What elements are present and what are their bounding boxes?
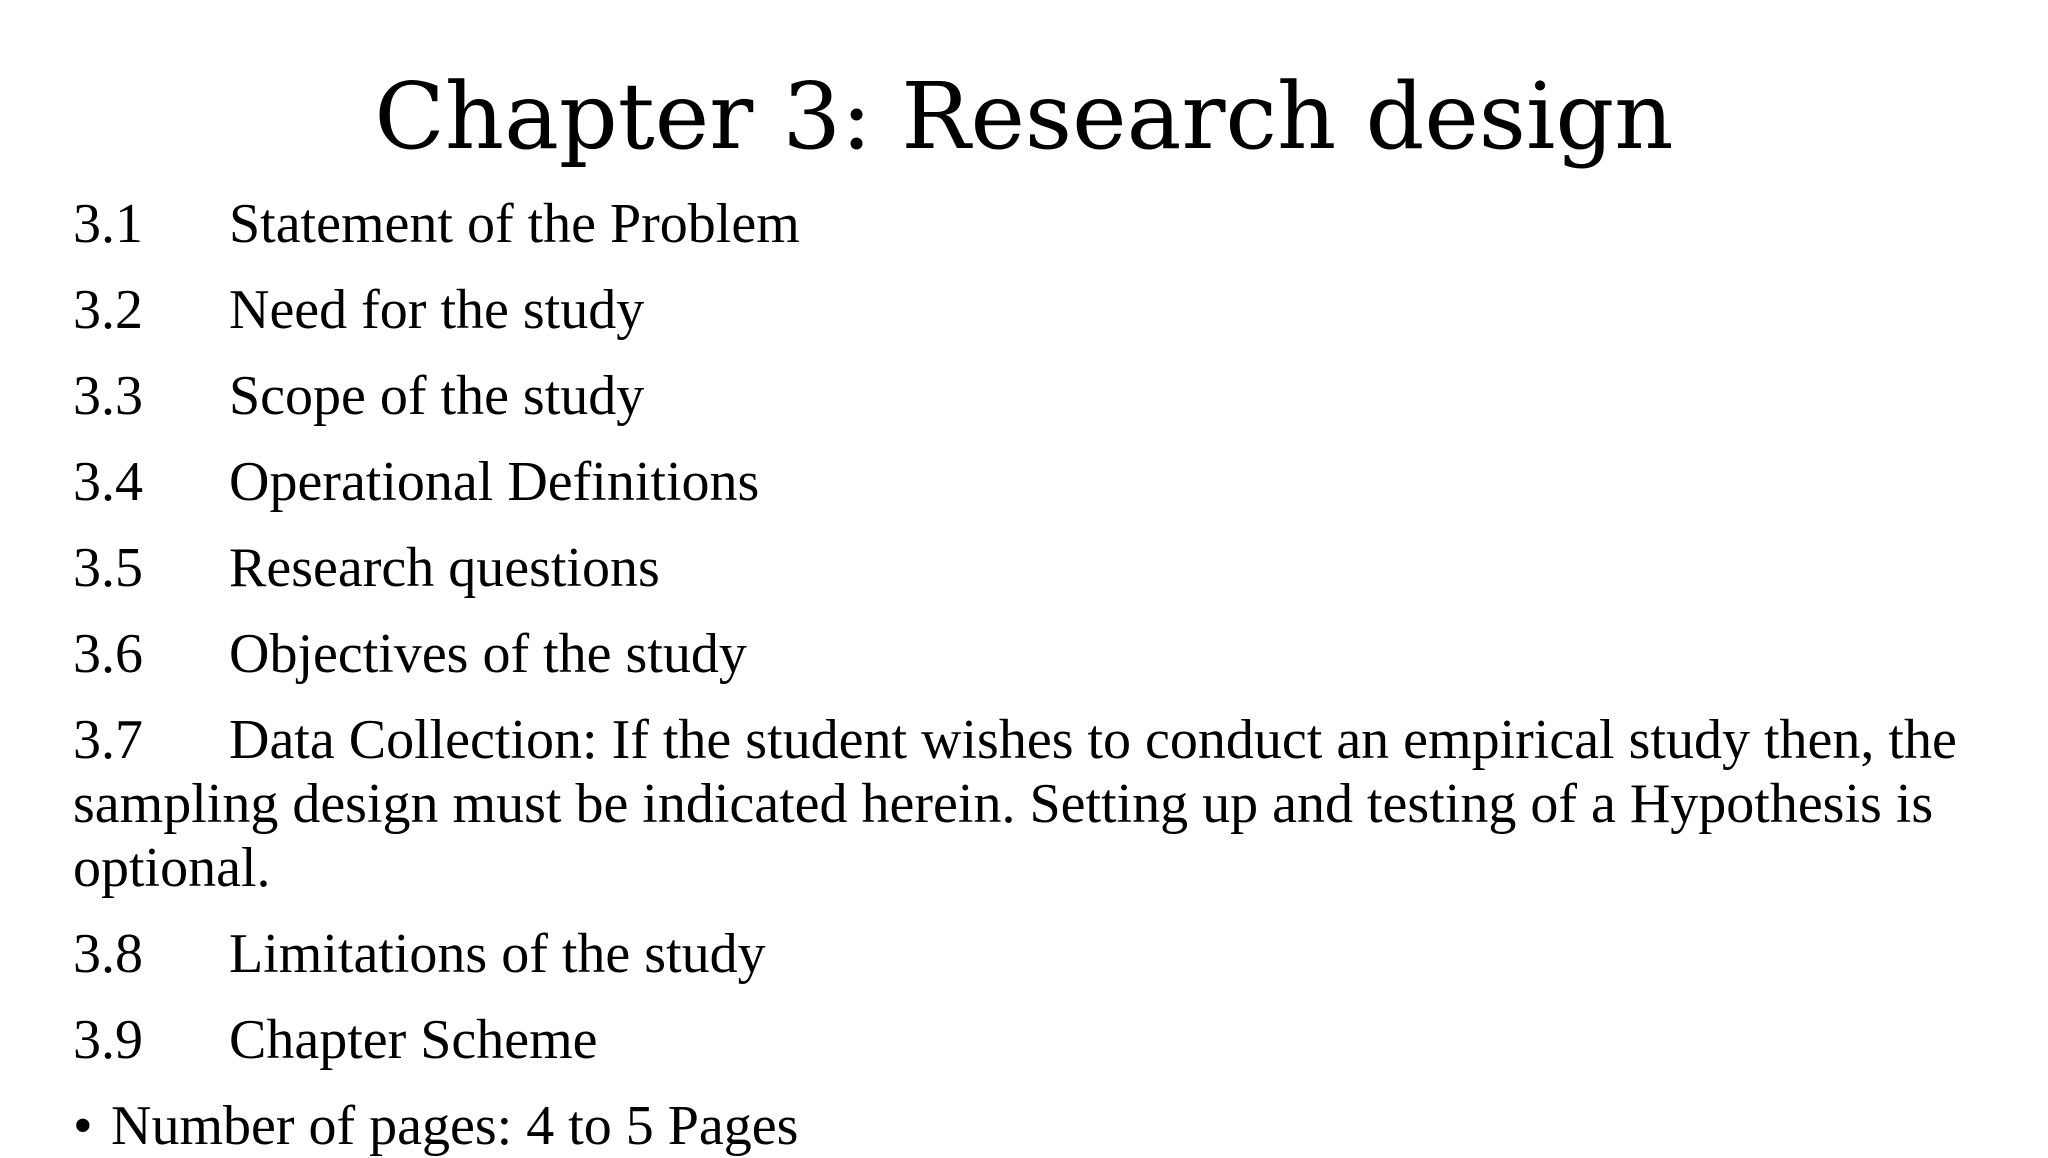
item-text: Data Collection: If the student wishes to conduct an empirical study then, the sampling design must be indicated herein. Setting up and testing of a Hypothesis is optional. <box>73 709 1957 899</box>
item-text: Objectives of the study <box>229 623 747 685</box>
item-number: 3.2 <box>73 279 143 341</box>
item-text: Research questions <box>229 537 660 599</box>
chapter-outline <box>73 192 1993 1158</box>
item-number: 3.7 <box>73 709 143 771</box>
outline-item-3-3 <box>73 364 1993 428</box>
item-number: 3.8 <box>73 923 143 985</box>
item-text: Chapter Scheme <box>229 1009 598 1071</box>
bullet-text: Number of pages: 4 to 5 Pages <box>111 1095 799 1157</box>
item-text: Limitations of the study <box>229 923 766 985</box>
item-number: 3.5 <box>73 537 143 599</box>
outline-item-3-5 <box>73 536 1993 600</box>
outline-item-3-6 <box>73 622 1993 686</box>
item-text: Scope of the study <box>229 365 645 427</box>
item-number: 3.9 <box>73 1009 143 1071</box>
item-number: 3.1 <box>73 193 143 255</box>
bullet-icon: • <box>73 1095 93 1157</box>
slide-title: Chapter 3: Research design <box>374 63 1674 170</box>
item-number: 3.3 <box>73 365 143 427</box>
outline-item-3-2 <box>73 278 1993 342</box>
outline-item-3-4 <box>73 450 1993 514</box>
page-count-bullet <box>73 1094 1993 1158</box>
outline-item-3-8 <box>73 922 1993 986</box>
outline-item-3-9 <box>73 1008 1993 1072</box>
item-text: Statement of the Problem <box>229 193 800 255</box>
item-text: Operational Definitions <box>229 451 760 513</box>
outline-item-3-1 <box>73 192 1993 256</box>
outline-item-3-7 <box>73 708 1993 900</box>
item-text: Need for the study <box>229 279 645 341</box>
item-number: 3.4 <box>73 451 143 513</box>
item-number: 3.6 <box>73 623 143 685</box>
